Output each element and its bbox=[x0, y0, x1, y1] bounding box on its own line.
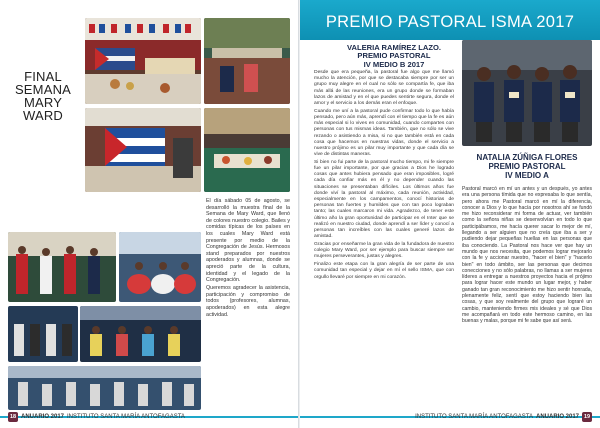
award2-title-line: PREMIO PASTORAL bbox=[488, 161, 566, 171]
side-title bbox=[12, 70, 74, 122]
photo-award-group bbox=[462, 40, 592, 146]
page-number: 19 bbox=[583, 414, 591, 420]
award1-paragraph: Finalizo este etapa con la gran alegría de ser parte de una comunidad tan especial y dejar en mí el sello ISMA, que con orgullo llevaré por siempre en mi corazón. bbox=[314, 262, 454, 280]
photo-bandera-stand-image bbox=[85, 108, 201, 192]
footer-year: ANUARIO 2017 bbox=[21, 414, 65, 420]
award2-title bbox=[460, 154, 594, 180]
award1-title-line: IV MEDIO B 2017 bbox=[363, 59, 425, 69]
photo-audience bbox=[8, 366, 201, 410]
photo-stand-right-image bbox=[204, 18, 290, 104]
photo-audience-image bbox=[8, 366, 201, 410]
award1-title-line: VALERIA RAMÍREZ LAZO. bbox=[346, 43, 442, 52]
photo-group-dance-image bbox=[8, 306, 78, 362]
photo-stand-right bbox=[204, 18, 290, 104]
section-header bbox=[300, 0, 600, 40]
photo-table-food-image bbox=[204, 108, 290, 192]
photo-dancers bbox=[8, 232, 116, 302]
photo-dance-stage-image bbox=[119, 232, 201, 302]
award1-paragraph: Gracias por enseñarme la gran vida de la fundadora de nuestro colegio Mary Ward, por ser ejemplo para buscar siempre ser mujeres perseverantes, justas y alegres. bbox=[314, 241, 454, 260]
right-page bbox=[300, 0, 600, 428]
page-number: 18 bbox=[9, 414, 17, 420]
photo-dancers-image bbox=[8, 232, 116, 302]
side-title-line: FINAL bbox=[24, 69, 62, 84]
footer-school: INSTITUTO SANTA MARÍA ANTOFAGASTA bbox=[67, 414, 185, 420]
award1-paragraph: Si bien no fui parte de la pastoral mucho tiempo, mi fe siempre fue un pilar importante, por que gracias a Dios he logrado cosas que antes hubiera pensado que eran imposibles, logré cada día confiar más en él y no depender cuando las situaciones se presentaban difíciles. Los últimos años fue donde viví la pastoral al máximo, cada reunión, actividad, especialmente en los campamentos, conocí historias de personas tan fuertes y humildes que con tan poco lograban tanto; las cuales marcaron mi vida. Agradezco, de tener este último año la gran oportunidad de participar en el Inter que se realizó en nuestro ciudad, donde aprendí a ser líder y conocí a personas tan increíbles con las cuales generé lazos de amistad. bbox=[314, 159, 454, 240]
footer-year: ANUARIO 2017 bbox=[535, 414, 579, 420]
photo-stage-performers bbox=[80, 306, 201, 362]
award1-title-line: PREMIO PASTORAL bbox=[357, 51, 431, 61]
section-title: PREMIO PASTORAL ISMA 2017 bbox=[325, 13, 575, 31]
award2-paragraph: Pastoral marcó en mí un antes y un después, yo antes era una persona tímida que no expresaba lo que sentía, pero ahora me Pastoral marcó en mí la diferencia, conocer a Dios y lo que hacía por nosotros ahí se fundó me hizo reconsiderar mi forma de actuar, ver también como la señora niñas se desenvolvían en todo lo que participábamos, me hacía querer sacar lo mejor de mí, llegando a ser alguien que no creía que iba a ser y pudiendo dejar pequeñas huellas en las personas que iba conociendo. La Pastoral nos hace ver que hay un mundo que nos necesita, que podemos lograr mejorarlo con la fe y accionar nuestro, "hacer el bien" y "hacerlo bien" en todo ámbito, ser las personas que decimos conecciones y no sólo palabras, no llamas a ser mujeres líderes a entregar a nuestros proyectos hacia el prójimo para lograr hacer este mundo un lugar mejor, y haber ganado tan gran reconocimiento me hizo sentir honrada, plenamente feliz, sentí que estoy haciendo bien las cosas, y que soy realmente del grupo que lograré un cambio, manteniendo firmes mis ideales y sé que Dios me acompañará en todo este hermoso camino, en las buenas y malas, porque mi fe sabe que así será. bbox=[462, 186, 592, 325]
award1-body bbox=[314, 70, 454, 282]
photo-table-food bbox=[204, 108, 290, 192]
left-body-paragraph: El día sábado 05 de agosto, se desarrolló la muestra final de la Semana de Mary Ward, que llenó de colores nuestro colegio. Bailes y comidas típicas de los países en los cuales Mary Ward está presente por medio de la Congregación de Jesús. Hermosos stand preparados por nuestros apoderados y alumnas, donde se apreció parte de la cultura, identidad y el legado de la Congregación. bbox=[206, 198, 290, 284]
photo-dance-stage bbox=[119, 232, 201, 302]
award2-body bbox=[462, 186, 592, 326]
photo-flags-stand-image bbox=[85, 18, 201, 104]
left-body-text bbox=[206, 198, 290, 320]
photo-award-group-image bbox=[462, 40, 592, 146]
award2-title-line: IV MEDIO A bbox=[505, 170, 549, 180]
award2-title-line: NATALIA ZÚÑIGA FLORES bbox=[476, 153, 578, 162]
side-title-line: MARY bbox=[23, 95, 63, 110]
photo-bandera-stand bbox=[85, 108, 201, 192]
footer-school: INSTITUTO SANTA MARÍA ANTOFAGASTA bbox=[415, 414, 533, 420]
photo-stage-performers-image bbox=[80, 306, 201, 362]
left-footer bbox=[8, 412, 185, 422]
right-footer bbox=[415, 412, 592, 422]
photo-flags-stand bbox=[85, 18, 201, 104]
award1-paragraph: Desde que era pequeña, la pastoral fue algo que me llamó mucho la atención, por que se destacaba siempre por ser un grupo muy alegre en el cual no sólo se compartía fe, que iba más allá de las reuniones, era un grupo donde se formaban lazos de amistad y en el que puedes sentirte segura, donde el amor y el servicio a los demás eran el enfoque. bbox=[314, 70, 454, 107]
photo-group-dance bbox=[8, 306, 78, 362]
side-title-line: SEMANA bbox=[14, 82, 72, 97]
left-body-paragraph: Queremos agradecer la asistencia, participación y compromiso de todos (profesores, alumnas, apoderados) en esta alegre actividad. bbox=[206, 285, 290, 318]
award1-title bbox=[324, 44, 464, 69]
award1-paragraph: Cuando me uní a la pastoral pude confirmar todo lo que había pensado, pero aún más, aprendí con el tiempo que la fe es aún más especial si lo vives en comunidad, cuando compartes con personas con tus mismas ideas. También, que no sólo se vive rezando o asistiendo a misa, si no que también está en cada cosa que hacemos en nuestras vidas, donde el servicio a nuestro prójimo es un pilar muy importante y que cada día se vive de distintas maneras. bbox=[314, 108, 454, 158]
side-title-line: WARD bbox=[22, 108, 64, 123]
